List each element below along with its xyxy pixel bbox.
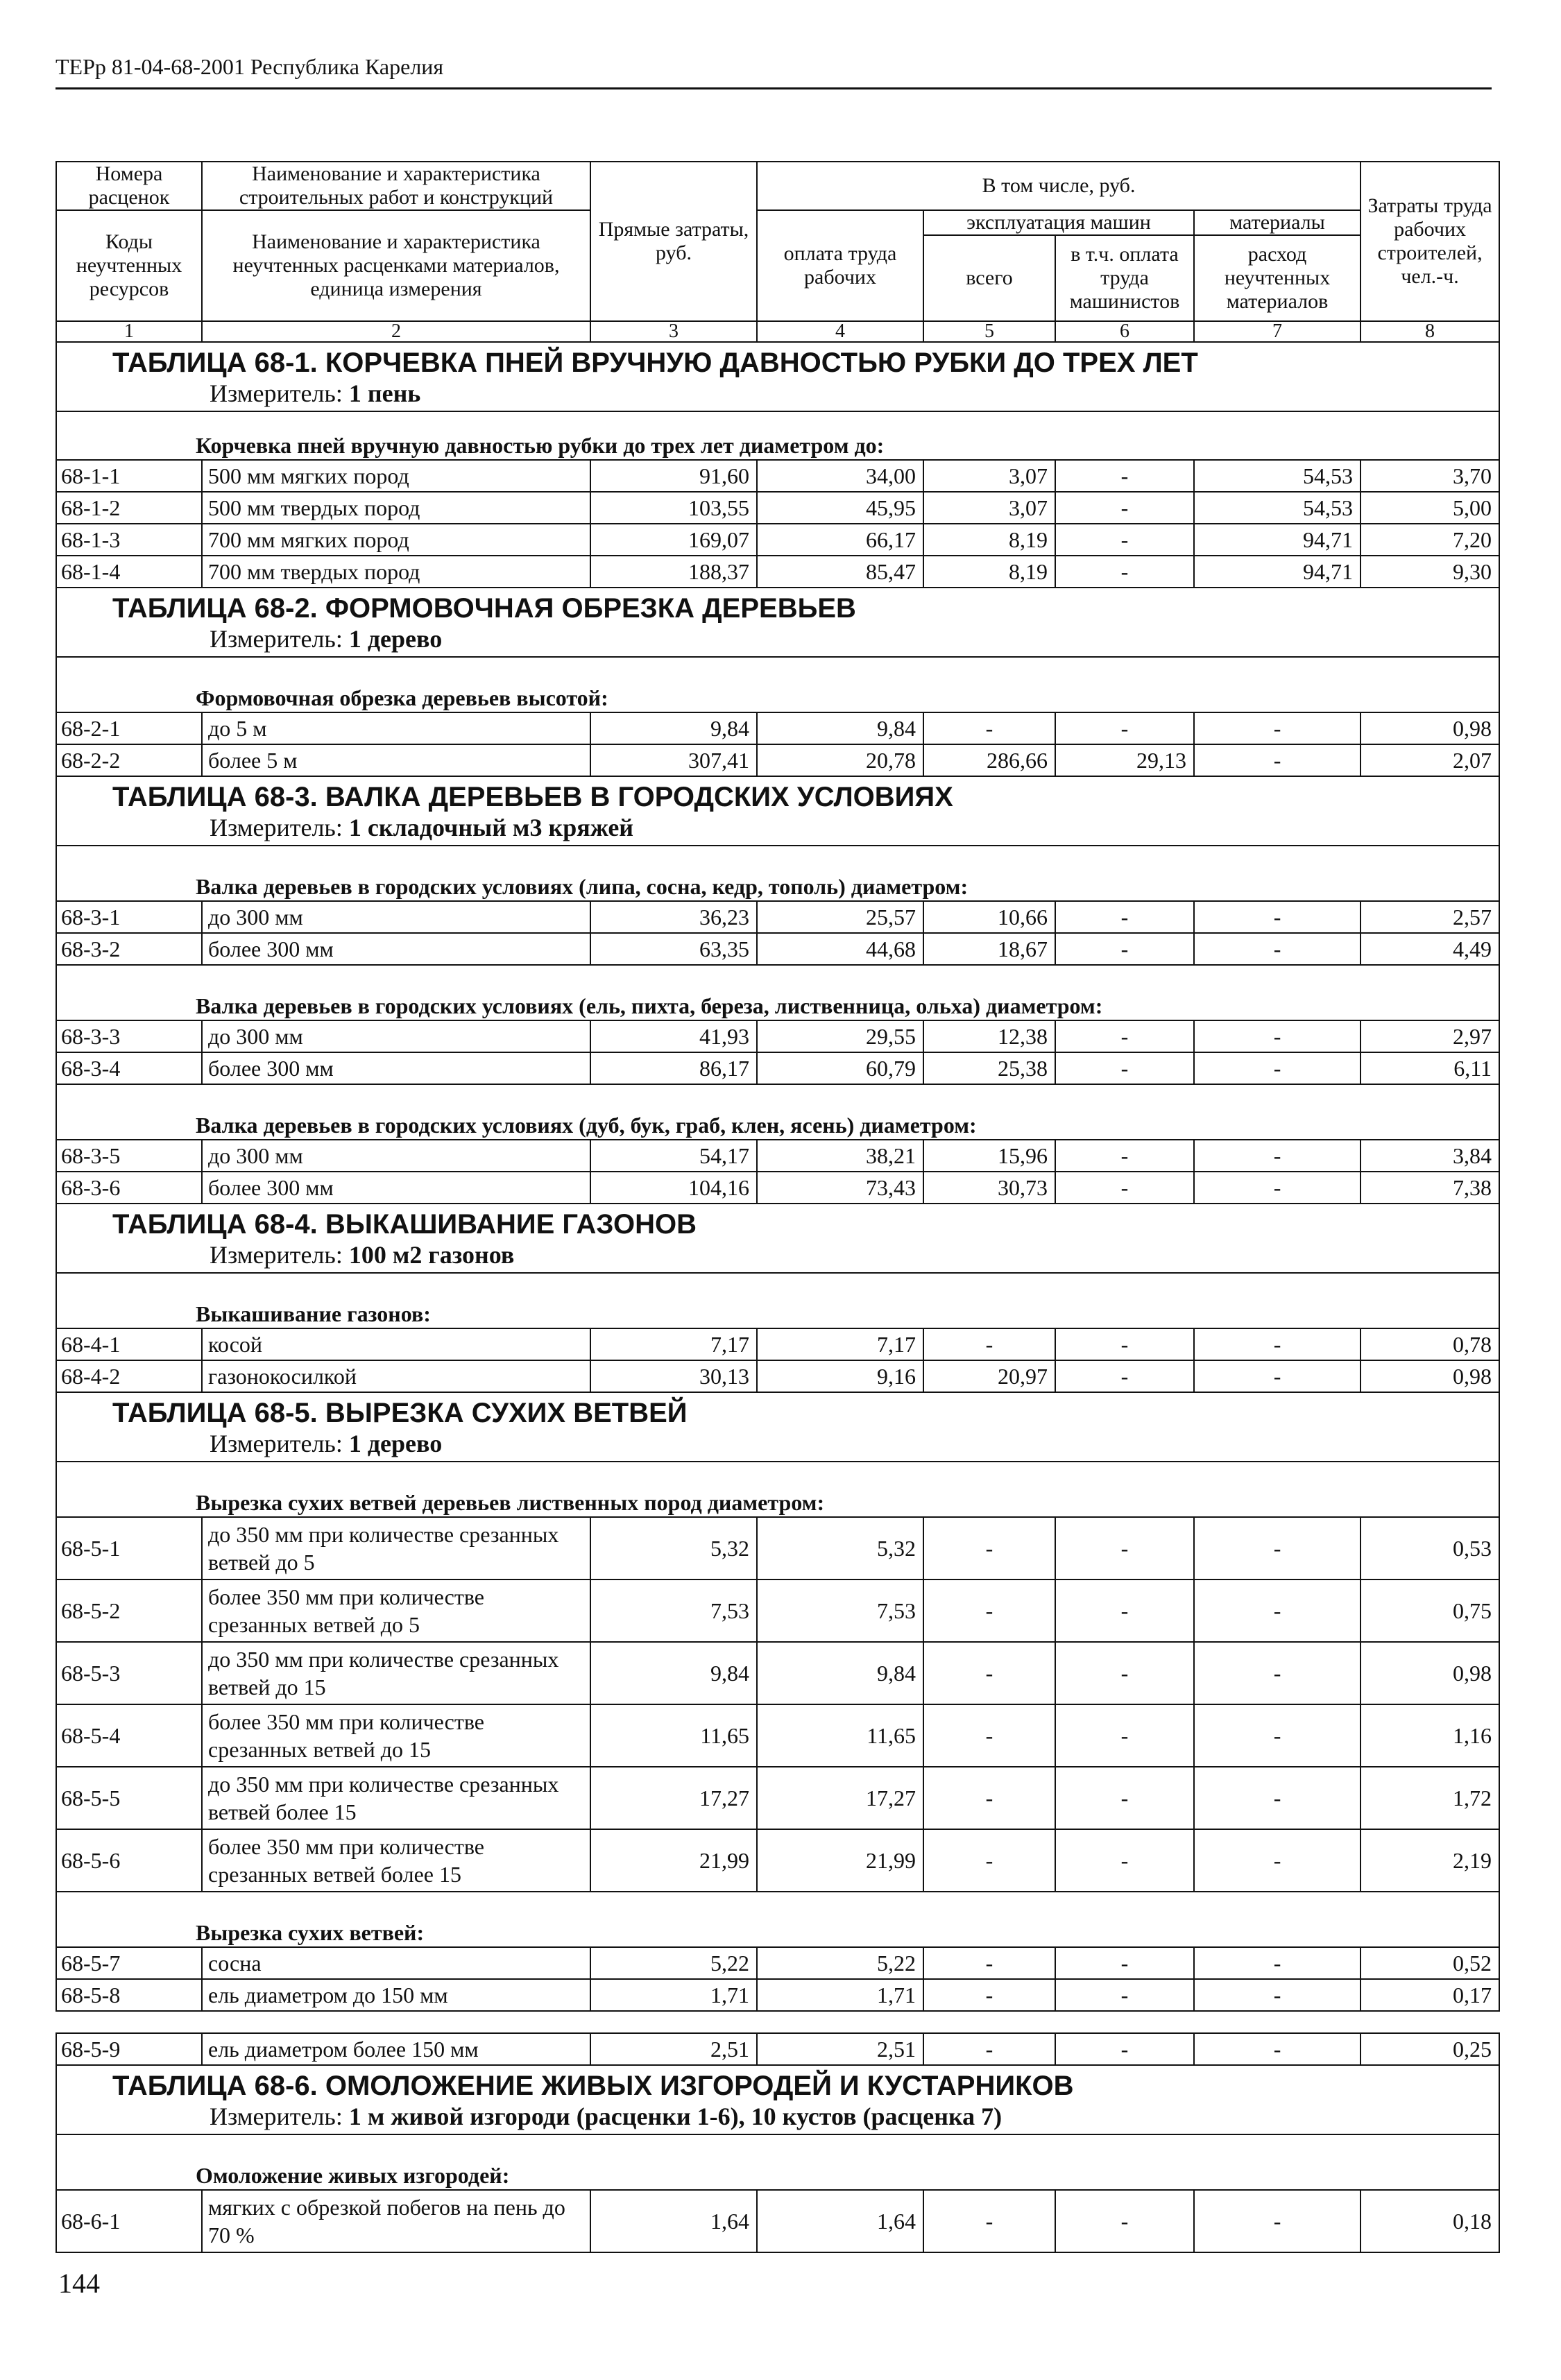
operator-pay: - bbox=[1055, 1020, 1194, 1052]
section-68-4 bbox=[56, 1204, 1499, 1392]
page-number: 144 bbox=[58, 2268, 100, 2299]
col-num: 6 bbox=[1055, 321, 1194, 342]
section-meter bbox=[112, 813, 1443, 842]
materials: - bbox=[1194, 744, 1360, 776]
labor-hours: 1,72 bbox=[1360, 1767, 1499, 1829]
rate-code: 68-5-3 bbox=[56, 1642, 202, 1704]
materials: - bbox=[1194, 1360, 1360, 1392]
rate-code: 68-2-2 bbox=[56, 744, 202, 776]
group-heading: Корчевка пней вручную давностью рубки до трех лет диаметром до: bbox=[56, 411, 1499, 460]
col-num: 2 bbox=[202, 321, 590, 342]
section-68-3 bbox=[56, 776, 1499, 1204]
table-row bbox=[56, 2033, 1499, 2065]
materials: - bbox=[1194, 1140, 1360, 1172]
meter-value: 100 м2 газонов bbox=[348, 1241, 515, 1269]
materials: - bbox=[1194, 1579, 1360, 1642]
machines-total: 18,67 bbox=[923, 933, 1055, 965]
labor-hours: 2,07 bbox=[1360, 744, 1499, 776]
group-heading: Вырезка сухих ветвей деревьев лиственных пород диаметром: bbox=[56, 1462, 1499, 1517]
work-name: более 350 мм при количестве срезанных ветвей до 5 bbox=[202, 1579, 590, 1642]
work-name: до 300 мм bbox=[202, 901, 590, 933]
labor-hours: 2,57 bbox=[1360, 901, 1499, 933]
materials: 94,71 bbox=[1194, 524, 1360, 556]
col-num: 5 bbox=[923, 321, 1055, 342]
col-rate-number: Номера расценок bbox=[56, 162, 202, 210]
direct-costs: 188,37 bbox=[590, 556, 757, 588]
direct-costs: 5,22 bbox=[590, 1947, 757, 1979]
materials: - bbox=[1194, 1979, 1360, 2011]
col-worker-pay: оплата труда рабочих bbox=[757, 210, 923, 321]
group-heading: Формовочная обрезка деревьев высотой: bbox=[56, 657, 1499, 712]
meter-label: Измеритель: bbox=[210, 625, 343, 653]
group-heading: Валка деревьев в городских условиях (дуб, бук, граб, клен, ясень) диаметром: bbox=[56, 1084, 1499, 1140]
section-meter bbox=[112, 2102, 1443, 2131]
direct-costs: 11,65 bbox=[590, 1704, 757, 1767]
machines-total: - bbox=[923, 1642, 1055, 1704]
page-break-gap bbox=[56, 2011, 1499, 2033]
work-name: до 300 мм bbox=[202, 1140, 590, 1172]
work-name: более 300 мм bbox=[202, 933, 590, 965]
section-meter bbox=[112, 1240, 1443, 1269]
rate-code: 68-2-1 bbox=[56, 712, 202, 744]
labor-hours: 0,25 bbox=[1360, 2033, 1499, 2065]
worker-pay: 9,84 bbox=[757, 712, 923, 744]
materials: - bbox=[1194, 901, 1360, 933]
section-title-cell bbox=[56, 2065, 1499, 2134]
materials: 54,53 bbox=[1194, 460, 1360, 492]
operator-pay: - bbox=[1055, 1579, 1194, 1642]
rate-code: 68-5-5 bbox=[56, 1767, 202, 1829]
rate-code: 68-1-2 bbox=[56, 492, 202, 524]
direct-costs: 307,41 bbox=[590, 744, 757, 776]
materials: - bbox=[1194, 1829, 1360, 1892]
group-heading: Вырезка сухих ветвей: bbox=[56, 1892, 1499, 1947]
operator-pay: - bbox=[1055, 2190, 1194, 2252]
rate-code: 68-1-3 bbox=[56, 524, 202, 556]
section-title: ТАБЛИЦА 68-1. КОРЧЕВКА ПНЕЙ ВРУЧНУЮ ДАВНОСТЬЮ РУБКИ ДО ТРЕХ ЛЕТ bbox=[112, 348, 1198, 378]
work-name: до 350 мм при количестве срезанных ветвей до 15 bbox=[202, 1642, 590, 1704]
work-name: сосна bbox=[202, 1947, 590, 1979]
meter-value: 1 м живой изгороди (расценки 1-6), 10 кустов (расценка 7) bbox=[348, 2103, 1003, 2130]
rate-code: 68-3-6 bbox=[56, 1172, 202, 1204]
section-title: ТАБЛИЦА 68-3. ВАЛКА ДЕРЕВЬЕВ В ГОРОДСКИХ УСЛОВИЯХ bbox=[112, 782, 953, 812]
work-name: до 350 мм при количестве срезанных ветвей более 15 bbox=[202, 1767, 590, 1829]
direct-costs: 104,16 bbox=[590, 1172, 757, 1204]
direct-costs: 86,17 bbox=[590, 1052, 757, 1084]
rate-code: 68-3-1 bbox=[56, 901, 202, 933]
operator-pay: - bbox=[1055, 1360, 1194, 1392]
section-title-cell bbox=[56, 588, 1499, 657]
labor-hours: 0,75 bbox=[1360, 1579, 1499, 1642]
operator-pay: - bbox=[1055, 1704, 1194, 1767]
table-row bbox=[56, 1642, 1499, 1704]
table-row bbox=[56, 1767, 1499, 1829]
section-68-6 bbox=[56, 2065, 1499, 2252]
operator-pay: - bbox=[1055, 1052, 1194, 1084]
work-name: косой bbox=[202, 1328, 590, 1360]
materials: - bbox=[1194, 1642, 1360, 1704]
labor-hours: 9,30 bbox=[1360, 556, 1499, 588]
machines-total: - bbox=[923, 1704, 1055, 1767]
machines-total: 286,66 bbox=[923, 744, 1055, 776]
col-group-machines: эксплуатация машин bbox=[923, 210, 1194, 235]
materials: - bbox=[1194, 1947, 1360, 1979]
rate-code: 68-5-8 bbox=[56, 1979, 202, 2011]
section-title-cell bbox=[56, 342, 1499, 411]
work-name: более 5 м bbox=[202, 744, 590, 776]
section-title-cell bbox=[56, 1204, 1499, 1273]
col-direct-costs: Прямые затраты, руб. bbox=[590, 162, 757, 321]
materials: - bbox=[1194, 933, 1360, 965]
machines-total: 12,38 bbox=[923, 1020, 1055, 1052]
worker-pay: 85,47 bbox=[757, 556, 923, 588]
worker-pay: 73,43 bbox=[757, 1172, 923, 1204]
col-num: 7 bbox=[1194, 321, 1360, 342]
worker-pay: 21,99 bbox=[757, 1829, 923, 1892]
col-material-name: Наименование и характеристика неучтенных расценками материалов, единица измерения bbox=[202, 210, 590, 321]
table-row bbox=[56, 460, 1499, 492]
materials: - bbox=[1194, 1172, 1360, 1204]
col-group-including: В том числе, руб. bbox=[757, 162, 1360, 210]
rate-code: 68-3-3 bbox=[56, 1020, 202, 1052]
direct-costs: 169,07 bbox=[590, 524, 757, 556]
direct-costs: 54,17 bbox=[590, 1140, 757, 1172]
work-name: более 300 мм bbox=[202, 1052, 590, 1084]
operator-pay: - bbox=[1055, 712, 1194, 744]
materials: - bbox=[1194, 1704, 1360, 1767]
materials: - bbox=[1194, 1328, 1360, 1360]
table-row bbox=[56, 1172, 1499, 1204]
worker-pay: 5,22 bbox=[757, 1947, 923, 1979]
meter-label: Измеритель: bbox=[210, 2103, 343, 2130]
worker-pay: 25,57 bbox=[757, 901, 923, 933]
table-row bbox=[56, 1052, 1499, 1084]
section-68-5 bbox=[56, 1392, 1499, 2065]
worker-pay: 9,84 bbox=[757, 1642, 923, 1704]
rate-code: 68-6-1 bbox=[56, 2190, 202, 2252]
worker-pay: 9,16 bbox=[757, 1360, 923, 1392]
table-header bbox=[56, 162, 1499, 342]
meter-label: Измеритель: bbox=[210, 1241, 343, 1269]
worker-pay: 7,17 bbox=[757, 1328, 923, 1360]
rate-code: 68-3-5 bbox=[56, 1140, 202, 1172]
machines-total: 15,96 bbox=[923, 1140, 1055, 1172]
rate-code: 68-5-1 bbox=[56, 1517, 202, 1579]
machines-total: - bbox=[923, 1517, 1055, 1579]
materials: - bbox=[1194, 2190, 1360, 2252]
direct-costs: 91,60 bbox=[590, 460, 757, 492]
section-title-cell bbox=[56, 1392, 1499, 1462]
operator-pay: - bbox=[1055, 524, 1194, 556]
table-row bbox=[56, 1979, 1499, 2011]
work-name: более 350 мм при количестве срезанных ветвей до 15 bbox=[202, 1704, 590, 1767]
machines-total: 30,73 bbox=[923, 1172, 1055, 1204]
section-68-1 bbox=[56, 342, 1499, 588]
rate-code: 68-3-2 bbox=[56, 933, 202, 965]
labor-hours: 2,19 bbox=[1360, 1829, 1499, 1892]
labor-hours: 3,84 bbox=[1360, 1140, 1499, 1172]
materials: - bbox=[1194, 1767, 1360, 1829]
table-row bbox=[56, 1829, 1499, 1892]
labor-hours: 3,70 bbox=[1360, 460, 1499, 492]
work-name: более 350 мм при количестве срезанных ветвей более 15 bbox=[202, 1829, 590, 1892]
labor-hours: 0,53 bbox=[1360, 1517, 1499, 1579]
table-row bbox=[56, 1704, 1499, 1767]
machines-total: - bbox=[923, 2190, 1055, 2252]
worker-pay: 5,32 bbox=[757, 1517, 923, 1579]
col-num: 8 bbox=[1360, 321, 1499, 342]
worker-pay: 2,51 bbox=[757, 2033, 923, 2065]
section-meter bbox=[112, 624, 1443, 653]
rate-code: 68-5-4 bbox=[56, 1704, 202, 1767]
section-title: ТАБЛИЦА 68-2. ФОРМОВОЧНАЯ ОБРЕЗКА ДЕРЕВЬЕВ bbox=[112, 593, 856, 624]
meter-label: Измеритель: bbox=[210, 814, 343, 841]
operator-pay: - bbox=[1055, 492, 1194, 524]
meter-value: 1 складочный м3 кряжей bbox=[348, 814, 634, 841]
worker-pay: 7,53 bbox=[757, 1579, 923, 1642]
direct-costs: 9,84 bbox=[590, 1642, 757, 1704]
direct-costs: 21,99 bbox=[590, 1829, 757, 1892]
direct-costs: 103,55 bbox=[590, 492, 757, 524]
direct-costs: 2,51 bbox=[590, 2033, 757, 2065]
worker-pay: 11,65 bbox=[757, 1704, 923, 1767]
labor-hours: 1,16 bbox=[1360, 1704, 1499, 1767]
materials: - bbox=[1194, 712, 1360, 744]
worker-pay: 45,95 bbox=[757, 492, 923, 524]
table-row bbox=[56, 1328, 1499, 1360]
table-row bbox=[56, 556, 1499, 588]
col-machines-total: всего bbox=[923, 235, 1055, 321]
work-name: газонокосилкой bbox=[202, 1360, 590, 1392]
table-row bbox=[56, 1360, 1499, 1392]
direct-costs: 17,27 bbox=[590, 1767, 757, 1829]
machines-total: 8,19 bbox=[923, 524, 1055, 556]
labor-hours: 7,38 bbox=[1360, 1172, 1499, 1204]
rate-code: 68-1-4 bbox=[56, 556, 202, 588]
labor-hours: 0,98 bbox=[1360, 712, 1499, 744]
machines-total: - bbox=[923, 1979, 1055, 2011]
machines-total: - bbox=[923, 2033, 1055, 2065]
col-resource-codes: Коды неучтенных ресурсов bbox=[56, 210, 202, 321]
labor-hours: 6,11 bbox=[1360, 1052, 1499, 1084]
operator-pay: - bbox=[1055, 933, 1194, 965]
materials: - bbox=[1194, 1020, 1360, 1052]
col-labor-hours: Затраты труда рабочих строителей, чел.-ч. bbox=[1360, 162, 1499, 321]
work-name: 700 мм твердых пород bbox=[202, 556, 590, 588]
direct-costs: 41,93 bbox=[590, 1020, 757, 1052]
rate-code: 68-5-9 bbox=[56, 2033, 202, 2065]
machines-total: 3,07 bbox=[923, 460, 1055, 492]
labor-hours: 0,17 bbox=[1360, 1979, 1499, 2011]
col-num: 4 bbox=[757, 321, 923, 342]
worker-pay: 38,21 bbox=[757, 1140, 923, 1172]
labor-hours: 0,18 bbox=[1360, 2190, 1499, 2252]
table-row bbox=[56, 1947, 1499, 1979]
work-name: до 300 мм bbox=[202, 1020, 590, 1052]
meter-value: 1 дерево bbox=[348, 625, 443, 653]
labor-hours: 5,00 bbox=[1360, 492, 1499, 524]
table-row bbox=[56, 524, 1499, 556]
rate-code: 68-4-1 bbox=[56, 1328, 202, 1360]
operator-pay: - bbox=[1055, 556, 1194, 588]
table-row bbox=[56, 1140, 1499, 1172]
col-work-name: Наименование и характеристика строительных работ и конструкций bbox=[202, 162, 590, 210]
worker-pay: 20,78 bbox=[757, 744, 923, 776]
direct-costs: 1,71 bbox=[590, 1979, 757, 2011]
machines-total: 3,07 bbox=[923, 492, 1055, 524]
rate-code: 68-5-2 bbox=[56, 1579, 202, 1642]
meter-label: Измеритель: bbox=[210, 1430, 343, 1457]
rate-code: 68-5-6 bbox=[56, 1829, 202, 1892]
table-row bbox=[56, 744, 1499, 776]
work-name: мягких с обрезкой побегов на пень до 70 % bbox=[202, 2190, 590, 2252]
rate-code: 68-3-4 bbox=[56, 1052, 202, 1084]
materials: - bbox=[1194, 1052, 1360, 1084]
operator-pay: - bbox=[1055, 1642, 1194, 1704]
operator-pay: - bbox=[1055, 1328, 1194, 1360]
direct-costs: 7,17 bbox=[590, 1328, 757, 1360]
machines-total: 8,19 bbox=[923, 556, 1055, 588]
worker-pay: 29,55 bbox=[757, 1020, 923, 1052]
operator-pay: - bbox=[1055, 2033, 1194, 2065]
machines-total: 25,38 bbox=[923, 1052, 1055, 1084]
section-68-2 bbox=[56, 588, 1499, 776]
labor-hours: 0,78 bbox=[1360, 1328, 1499, 1360]
table-row bbox=[56, 901, 1499, 933]
materials: 94,71 bbox=[1194, 556, 1360, 588]
operator-pay: - bbox=[1055, 1517, 1194, 1579]
worker-pay: 1,71 bbox=[757, 1979, 923, 2011]
work-name: более 300 мм bbox=[202, 1172, 590, 1204]
section-title-cell bbox=[56, 776, 1499, 846]
section-title: ТАБЛИЦА 68-5. ВЫРЕЗКА СУХИХ ВЕТВЕЙ bbox=[112, 1398, 688, 1428]
table-row bbox=[56, 1020, 1499, 1052]
materials: - bbox=[1194, 2033, 1360, 2065]
direct-costs: 5,32 bbox=[590, 1517, 757, 1579]
rate-code: 68-4-2 bbox=[56, 1360, 202, 1392]
table-row bbox=[56, 2190, 1499, 2252]
machines-total: 20,97 bbox=[923, 1360, 1055, 1392]
machines-total: - bbox=[923, 1767, 1055, 1829]
direct-costs: 30,13 bbox=[590, 1360, 757, 1392]
col-operator-pay: в т.ч. оплата труда машинистов bbox=[1055, 235, 1194, 321]
operator-pay: - bbox=[1055, 1172, 1194, 1204]
worker-pay: 1,64 bbox=[757, 2190, 923, 2252]
running-header: ТЕРр 81-04-68-2001 Республика Карелия bbox=[56, 54, 444, 79]
machines-total: - bbox=[923, 712, 1055, 744]
machines-total: - bbox=[923, 1947, 1055, 1979]
operator-pay: - bbox=[1055, 1767, 1194, 1829]
direct-costs: 36,23 bbox=[590, 901, 757, 933]
machines-total: - bbox=[923, 1829, 1055, 1892]
work-name: 500 мм мягких пород bbox=[202, 460, 590, 492]
operator-pay: - bbox=[1055, 901, 1194, 933]
work-name: 500 мм твердых пород bbox=[202, 492, 590, 524]
meter-label: Измеритель: bbox=[210, 379, 343, 407]
col-num: 3 bbox=[590, 321, 757, 342]
price-table bbox=[56, 161, 1499, 2253]
work-name: 700 мм мягких пород bbox=[202, 524, 590, 556]
direct-costs: 1,64 bbox=[590, 2190, 757, 2252]
col-material-usage: расход неучтенных материалов bbox=[1194, 235, 1360, 321]
section-title: ТАБЛИЦА 68-6. ОМОЛОЖЕНИЕ ЖИВЫХ ИЗГОРОДЕЙ И КУСТАРНИКОВ bbox=[112, 2071, 1074, 2101]
meter-value: 1 пень bbox=[348, 379, 421, 407]
worker-pay: 66,17 bbox=[757, 524, 923, 556]
group-heading: Валка деревьев в городских условиях (ель, пихта, береза, лиственница, ольха) диаметром: bbox=[56, 965, 1499, 1020]
machines-total: 10,66 bbox=[923, 901, 1055, 933]
group-heading: Выкашивание газонов: bbox=[56, 1273, 1499, 1328]
operator-pay: - bbox=[1055, 1829, 1194, 1892]
table-row bbox=[56, 933, 1499, 965]
operator-pay: - bbox=[1055, 460, 1194, 492]
operator-pay: - bbox=[1055, 1947, 1194, 1979]
table-row bbox=[56, 1579, 1499, 1642]
operator-pay: - bbox=[1055, 1979, 1194, 2011]
rate-code: 68-5-7 bbox=[56, 1947, 202, 1979]
worker-pay: 60,79 bbox=[757, 1052, 923, 1084]
section-title: ТАБЛИЦА 68-4. ВЫКАШИВАНИЕ ГАЗОНОВ bbox=[112, 1209, 697, 1240]
labor-hours: 2,97 bbox=[1360, 1020, 1499, 1052]
labor-hours: 0,98 bbox=[1360, 1360, 1499, 1392]
operator-pay: 29,13 bbox=[1055, 744, 1194, 776]
direct-costs: 9,84 bbox=[590, 712, 757, 744]
col-num: 1 bbox=[56, 321, 202, 342]
labor-hours: 0,52 bbox=[1360, 1947, 1499, 1979]
section-meter bbox=[112, 379, 1443, 408]
meter-value: 1 дерево bbox=[348, 1430, 443, 1457]
labor-hours: 4,49 bbox=[1360, 933, 1499, 965]
direct-costs: 63,35 bbox=[590, 933, 757, 965]
work-name: до 350 мм при количестве срезанных ветвей до 5 bbox=[202, 1517, 590, 1579]
table-row bbox=[56, 1517, 1499, 1579]
table-row bbox=[56, 492, 1499, 524]
machines-total: - bbox=[923, 1328, 1055, 1360]
table-row bbox=[56, 712, 1499, 744]
col-group-materials: материалы bbox=[1194, 210, 1360, 235]
worker-pay: 34,00 bbox=[757, 460, 923, 492]
materials: - bbox=[1194, 1517, 1360, 1579]
work-name: ель диаметром до 150 мм bbox=[202, 1979, 590, 2011]
labor-hours: 7,20 bbox=[1360, 524, 1499, 556]
group-heading: Омоложение живых изгородей: bbox=[56, 2134, 1499, 2190]
work-name: до 5 м bbox=[202, 712, 590, 744]
group-heading: Валка деревьев в городских условиях (липа, сосна, кедр, тополь) диаметром: bbox=[56, 846, 1499, 901]
section-meter bbox=[112, 1429, 1443, 1458]
direct-costs: 7,53 bbox=[590, 1579, 757, 1642]
worker-pay: 44,68 bbox=[757, 933, 923, 965]
worker-pay: 17,27 bbox=[757, 1767, 923, 1829]
materials: 54,53 bbox=[1194, 492, 1360, 524]
header-divider bbox=[56, 87, 1492, 89]
labor-hours: 0,98 bbox=[1360, 1642, 1499, 1704]
operator-pay: - bbox=[1055, 1140, 1194, 1172]
rate-code: 68-1-1 bbox=[56, 460, 202, 492]
work-name: ель диаметром более 150 мм bbox=[202, 2033, 590, 2065]
machines-total: - bbox=[923, 1579, 1055, 1642]
